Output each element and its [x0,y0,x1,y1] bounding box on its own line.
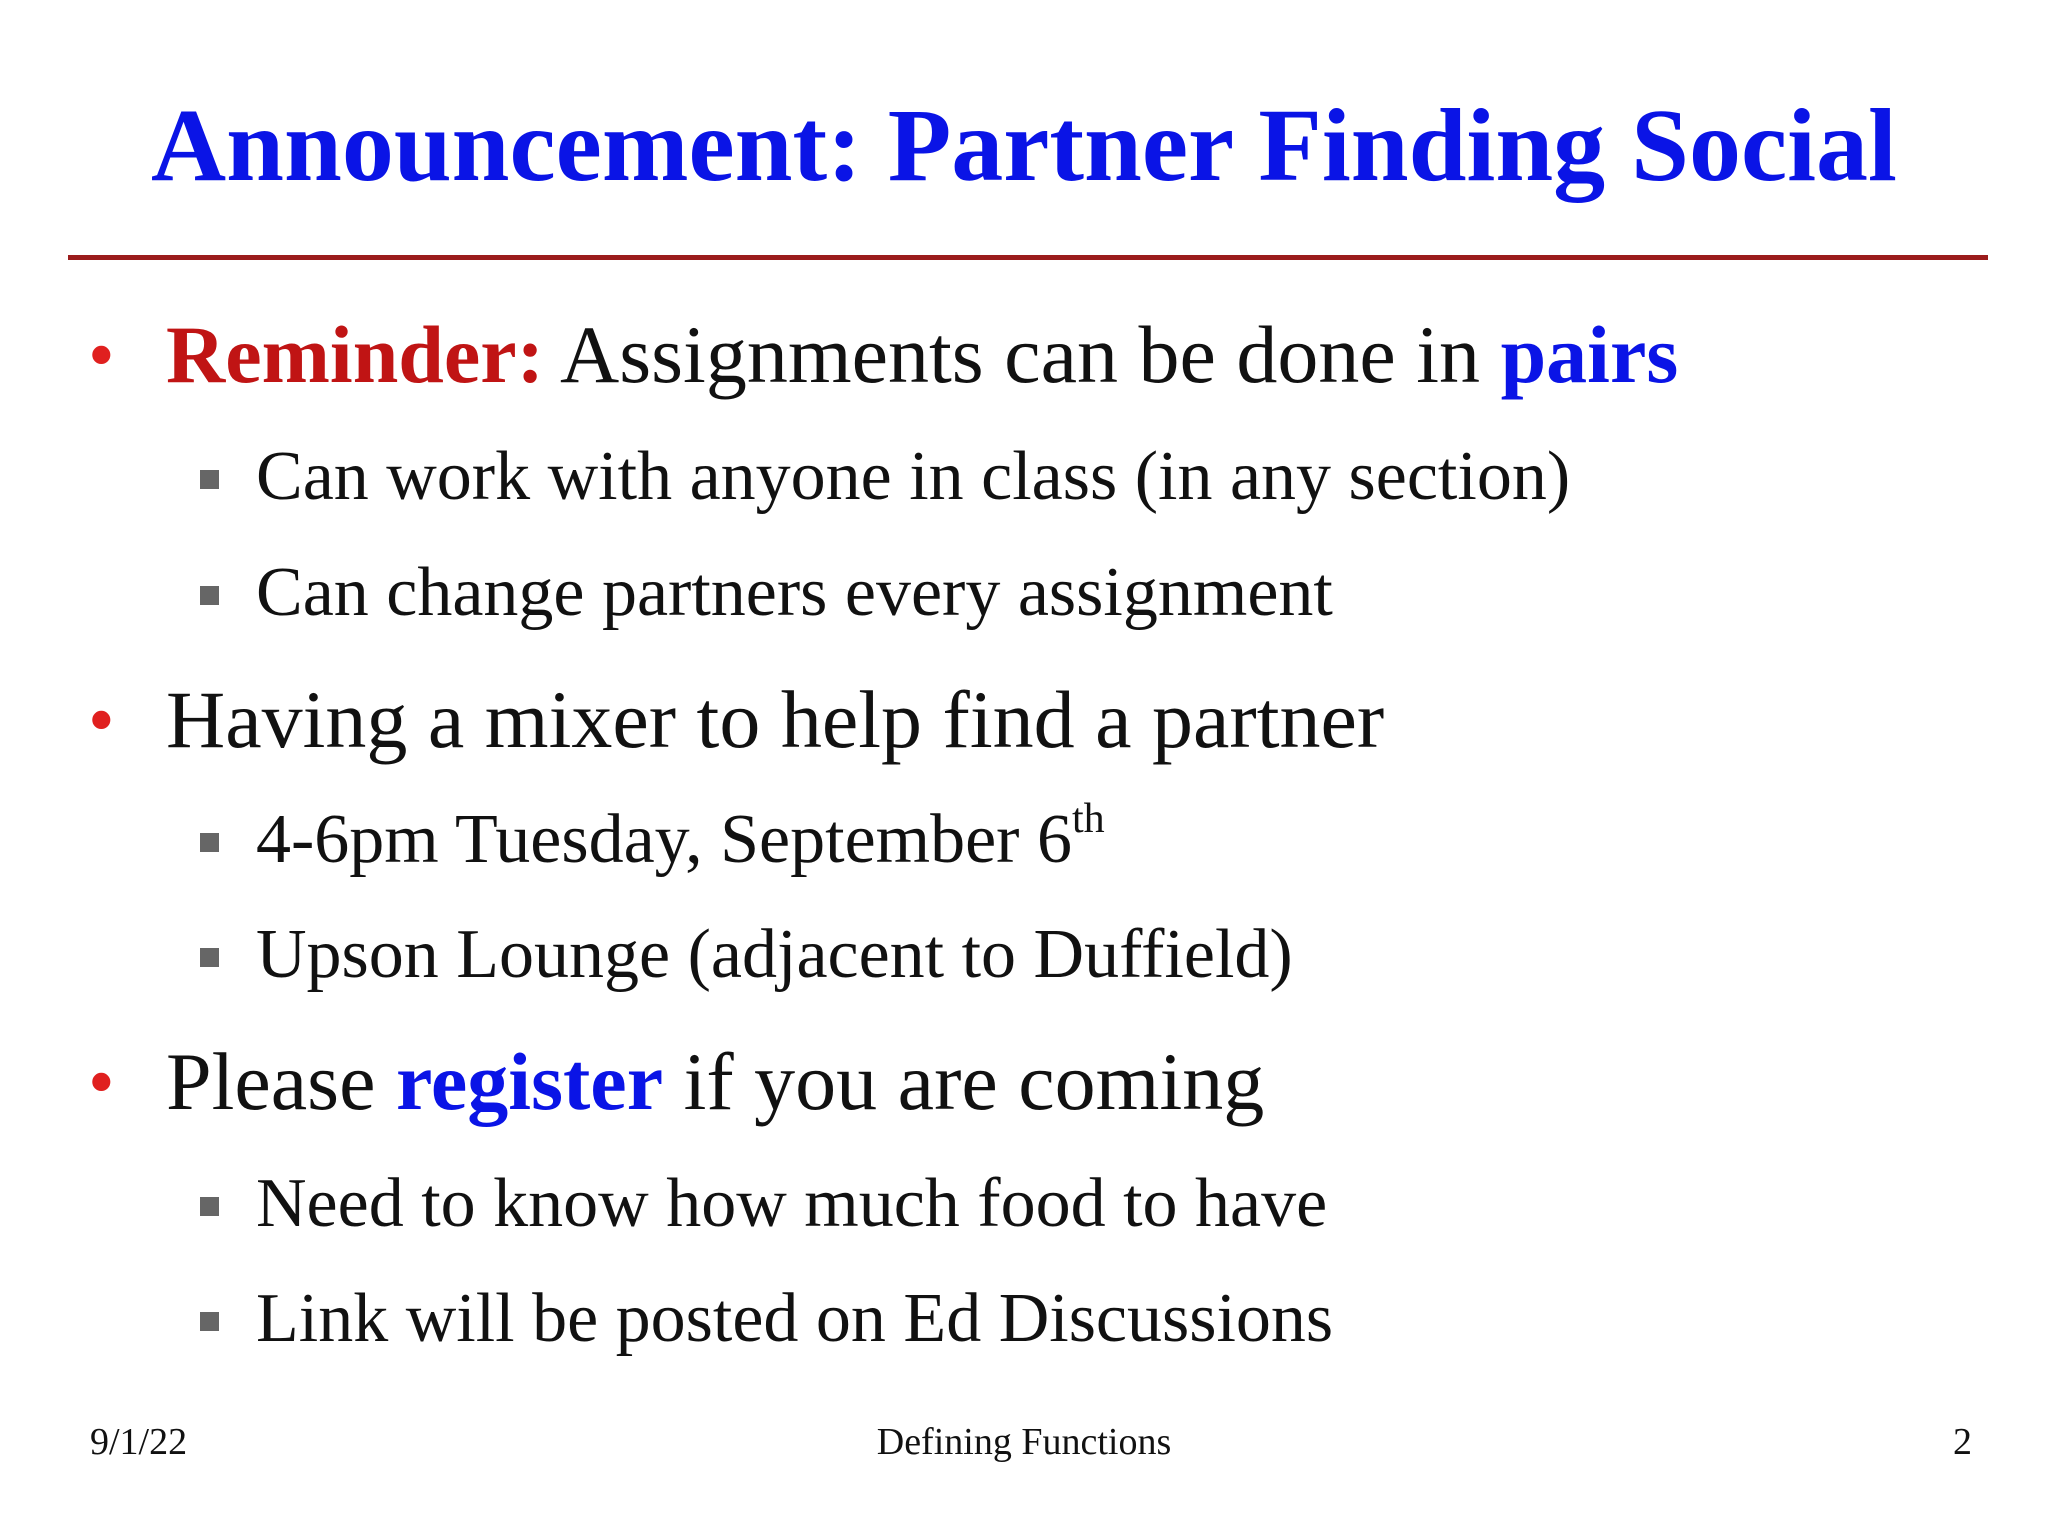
pairs-emphasis: pairs [1500,309,1679,400]
register-prefix: Please [166,1036,396,1127]
slide-title: Announcement: Partner Finding Social [151,88,1897,203]
square-bullet-icon [200,833,219,852]
reminder-label: Reminder: [166,309,545,400]
page-number: 2 [1953,1421,1972,1463]
title-divider [68,255,1988,260]
sub-bullet-text: Link will be posted on Ed Discussions [256,1280,1334,1357]
sub-bullet-text [256,795,1105,885]
date-text: 4-6pm Tuesday, September 6 [256,801,1072,878]
reminder-body: Assignments can be done in [544,309,1501,400]
sub-bullet-text: Upson Lounge (adjacent to Duffield) [256,916,1293,993]
sub-bullet-text: Need to know how much food to have [256,1165,1328,1242]
bullet-text [166,305,1678,405]
register-suffix: if you are coming [663,1036,1265,1127]
square-bullet-icon [200,948,219,967]
bullet-dot-icon: • [88,678,115,762]
date-ordinal-suffix: th [1071,796,1105,842]
sub-bullet-text: Can work with anyone in class (in any section) [256,438,1571,515]
square-bullet-icon [200,1197,219,1216]
footer-date: 9/1/22 [90,1421,188,1463]
square-bullet-icon [200,1312,219,1331]
register-emphasis: register [395,1036,664,1127]
square-bullet-icon [200,470,219,489]
bullet-dot-icon: • [88,1040,115,1124]
bullet-dot-icon: • [88,313,115,397]
sub-bullet-text: Can change partners every assignment [256,554,1333,631]
square-bullet-icon [200,586,219,605]
bullet-text: Having a mixer to help find a partner [166,674,1385,765]
bullet-text [166,1032,1264,1132]
footer-topic: Defining Functions [876,1421,1172,1463]
